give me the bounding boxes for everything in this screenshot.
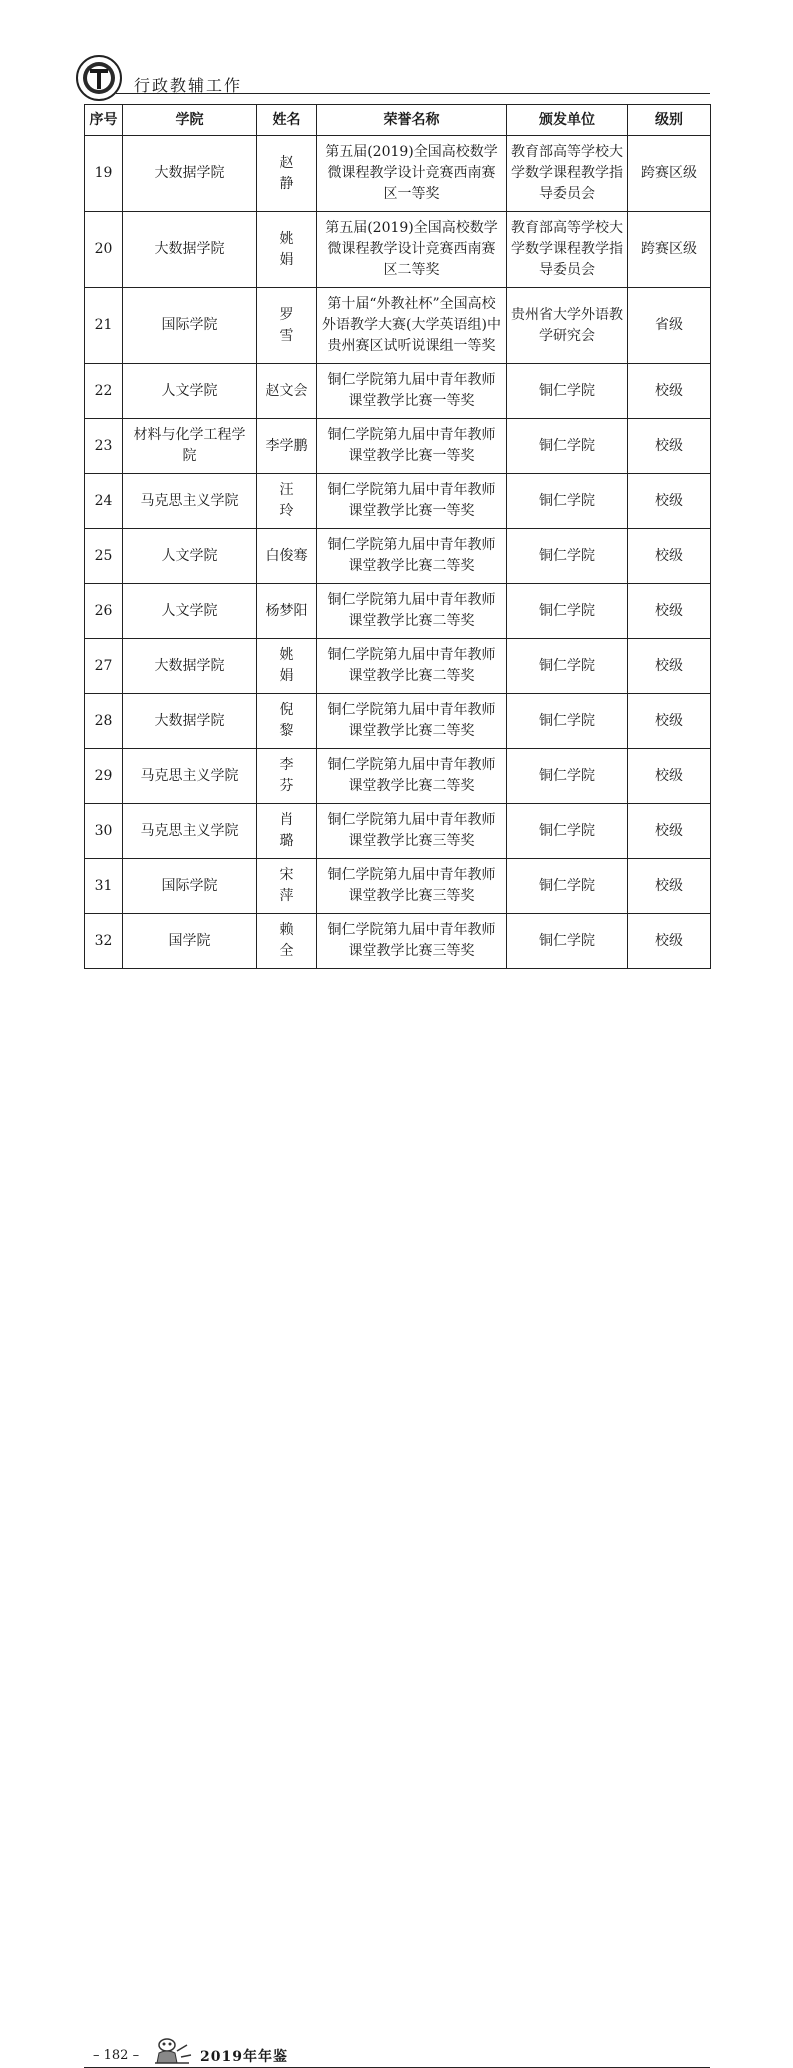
cell-award: 铜仁学院第九届中青年教师课堂教学比赛一等奖: [317, 364, 507, 419]
cell-college: 国学院: [123, 914, 257, 969]
cell-award: 铜仁学院第九届中青年教师课堂教学比赛三等奖: [317, 804, 507, 859]
cell-level: 校级: [628, 859, 711, 914]
table-row: [85, 914, 711, 969]
cell-college: 马克思主义学院: [123, 749, 257, 804]
column-header-level: 级别: [628, 105, 711, 136]
cell-award: 铜仁学院第九届中青年教师课堂教学比赛一等奖: [317, 474, 507, 529]
table-row: [85, 364, 711, 419]
column-header-issuer: 颁发单位: [507, 105, 628, 136]
cell-college: 马克思主义学院: [123, 474, 257, 529]
table-row: [85, 584, 711, 639]
table-row: [85, 804, 711, 859]
cell-issuer: 铜仁学院: [507, 804, 628, 859]
cell-college: 材料与化学工程学院: [123, 419, 257, 474]
column-header-name: 姓名: [257, 105, 317, 136]
cell-level: 校级: [628, 584, 711, 639]
cell-name: 赵 静: [257, 136, 317, 212]
cell-level: 校级: [628, 364, 711, 419]
cell-award: 铜仁学院第九届中青年教师课堂教学比赛三等奖: [317, 914, 507, 969]
cell-award: 铜仁学院第九届中青年教师课堂教学比赛二等奖: [317, 694, 507, 749]
cell-level: 跨赛区级: [628, 136, 711, 212]
cell-no: 31: [85, 859, 123, 914]
cell-issuer: 铜仁学院: [507, 914, 628, 969]
cell-issuer: 贵州省大学外语教学研究会: [507, 288, 628, 364]
cell-issuer: 铜仁学院: [507, 749, 628, 804]
cell-issuer: 铜仁学院: [507, 639, 628, 694]
cell-issuer: 教育部高等学校大学数学课程教学指导委员会: [507, 136, 628, 212]
page-header: [0, 0, 793, 100]
cell-no: 30: [85, 804, 123, 859]
cell-award: 铜仁学院第九届中青年教师课堂教学比赛三等奖: [317, 859, 507, 914]
mascot-icon: [151, 2035, 193, 2067]
cell-award: 铜仁学院第九届中青年教师课堂教学比赛二等奖: [317, 749, 507, 804]
cell-issuer: 铜仁学院: [507, 859, 628, 914]
cell-award: 铜仁学院第九届中青年教师课堂教学比赛一等奖: [317, 419, 507, 474]
cell-award: 铜仁学院第九届中青年教师课堂教学比赛二等奖: [317, 584, 507, 639]
cell-level: 省级: [628, 288, 711, 364]
page-footer: [0, 1018, 793, 2065]
cell-no: 25: [85, 529, 123, 584]
table-row: [85, 694, 711, 749]
cell-name: 罗 雪: [257, 288, 317, 364]
cell-no: 29: [85, 749, 123, 804]
cell-no: 32: [85, 914, 123, 969]
column-header-college: 学院: [123, 105, 257, 136]
table-row: [85, 136, 711, 212]
cell-no: 27: [85, 639, 123, 694]
page-number: – 182 –: [93, 2048, 140, 2063]
cell-no: 24: [85, 474, 123, 529]
awards-table: [84, 104, 711, 969]
table-header-row: [85, 105, 711, 136]
cell-level: 校级: [628, 804, 711, 859]
cell-name: 倪 黎: [257, 694, 317, 749]
cell-no: 20: [85, 212, 123, 288]
table-row: [85, 419, 711, 474]
cell-award: 第十届“外教社杯”全国高校外语教学大赛(大学英语组)中贵州赛区试听说课组一等奖: [317, 288, 507, 364]
cell-level: 校级: [628, 749, 711, 804]
header-divider: [116, 93, 710, 94]
cell-name: 白俊骞: [257, 529, 317, 584]
cell-college: 大数据学院: [123, 212, 257, 288]
cell-college: 大数据学院: [123, 694, 257, 749]
cell-college: 马克思主义学院: [123, 804, 257, 859]
cell-name: 肖 璐: [257, 804, 317, 859]
cell-issuer: 铜仁学院: [507, 694, 628, 749]
cell-award: 第五届(2019)全国高校数学微课程教学设计竞赛西南赛区一等奖: [317, 136, 507, 212]
cell-no: 22: [85, 364, 123, 419]
cell-name: 李学鹏: [257, 419, 317, 474]
table-row: [85, 288, 711, 364]
cell-name: 汪 玲: [257, 474, 317, 529]
cell-college: 大数据学院: [123, 136, 257, 212]
cell-award: 铜仁学院第九届中青年教师课堂教学比赛二等奖: [317, 529, 507, 584]
university-logo-icon: [76, 55, 122, 101]
cell-no: 23: [85, 419, 123, 474]
yearbook-title: 2019年年鉴: [200, 2049, 288, 2065]
cell-name: 姚 娟: [257, 639, 317, 694]
cell-college: 人文学院: [123, 529, 257, 584]
cell-level: 校级: [628, 419, 711, 474]
cell-level: 校级: [628, 529, 711, 584]
column-header-no: 序号: [85, 105, 123, 136]
cell-name: 赖 全: [257, 914, 317, 969]
cell-no: 19: [85, 136, 123, 212]
cell-level: 跨赛区级: [628, 212, 711, 288]
cell-issuer: 铜仁学院: [507, 419, 628, 474]
cell-college: 人文学院: [123, 364, 257, 419]
cell-college: 国际学院: [123, 859, 257, 914]
cell-college: 人文学院: [123, 584, 257, 639]
table-row: [85, 639, 711, 694]
cell-no: 28: [85, 694, 123, 749]
cell-name: 宋 萍: [257, 859, 317, 914]
table-row: [85, 529, 711, 584]
table-row: [85, 749, 711, 804]
cell-college: 大数据学院: [123, 639, 257, 694]
cell-name: 杨梦阳: [257, 584, 317, 639]
cell-name: 赵文会: [257, 364, 317, 419]
column-header-award: 荣誉名称: [317, 105, 507, 136]
cell-issuer: 铜仁学院: [507, 529, 628, 584]
table-row: [85, 474, 711, 529]
cell-issuer: 教育部高等学校大学数学课程教学指导委员会: [507, 212, 628, 288]
cell-level: 校级: [628, 914, 711, 969]
cell-award: 第五届(2019)全国高校数学微课程教学设计竞赛西南赛区二等奖: [317, 212, 507, 288]
cell-no: 21: [85, 288, 123, 364]
cell-issuer: 铜仁学院: [507, 584, 628, 639]
cell-level: 校级: [628, 639, 711, 694]
cell-award: 铜仁学院第九届中青年教师课堂教学比赛二等奖: [317, 639, 507, 694]
cell-level: 校级: [628, 474, 711, 529]
cell-college: 国际学院: [123, 288, 257, 364]
table-row: [85, 859, 711, 914]
cell-name: 李 芬: [257, 749, 317, 804]
cell-no: 26: [85, 584, 123, 639]
cell-issuer: 铜仁学院: [507, 364, 628, 419]
section-title: 行政教辅工作: [134, 76, 243, 95]
cell-issuer: 铜仁学院: [507, 474, 628, 529]
cell-name: 姚 娟: [257, 212, 317, 288]
cell-level: 校级: [628, 694, 711, 749]
table-row: [85, 212, 711, 288]
